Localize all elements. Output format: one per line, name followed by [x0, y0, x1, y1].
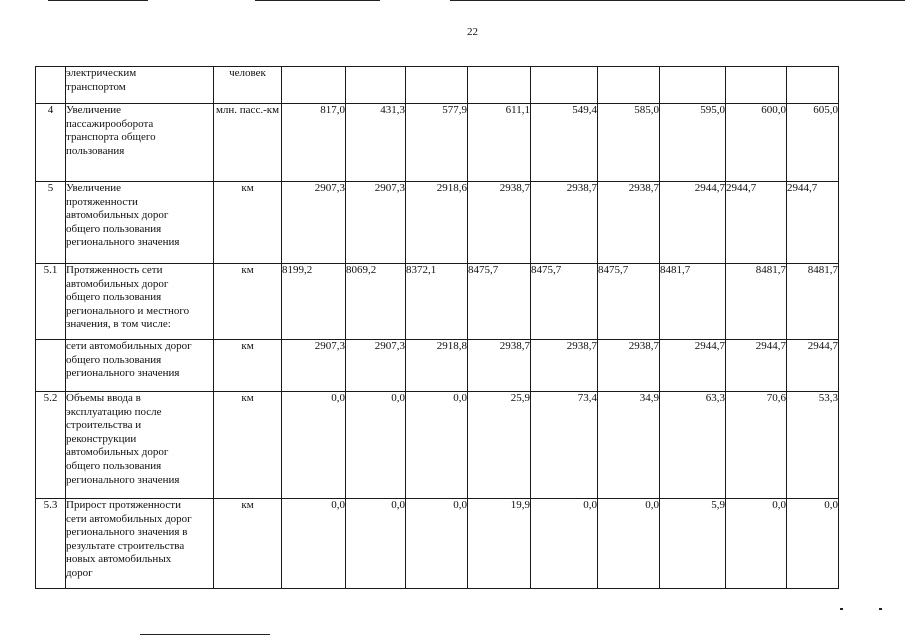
value-cell: 8481,7 [787, 264, 839, 340]
value-cell: 0,0 [726, 499, 787, 589]
indicator-name [66, 499, 214, 589]
indicator-name-line: эксплуатацию после [66, 405, 162, 418]
page-number: 22 [467, 26, 478, 38]
unit-of-measure: км [214, 340, 282, 392]
indicator-name-line: регионального и местного [66, 304, 190, 317]
value-cell [726, 67, 787, 104]
indicator-name-line: протяженности [66, 195, 138, 208]
value-cell: 2907,3 [282, 340, 346, 392]
table-row [36, 340, 839, 392]
value-cell: 0,0 [787, 499, 839, 589]
value-cell: 2938,7 [468, 182, 531, 264]
unit-of-measure: км [214, 264, 282, 340]
indicator-name-line: пользования [66, 144, 125, 157]
scan-line [255, 0, 380, 1]
indicator-name [66, 340, 214, 392]
value-cell: 8475,7 [531, 264, 598, 340]
value-cell: 2907,3 [346, 340, 406, 392]
value-cell: 8475,7 [468, 264, 531, 340]
indicator-name-line: новых автомобильных [66, 553, 172, 566]
value-cell: 0,0 [282, 499, 346, 589]
value-cell [282, 67, 346, 104]
indicator-name-line: регионального значения [66, 236, 180, 249]
table-row [36, 182, 839, 264]
value-cell: 2907,3 [282, 182, 346, 264]
indicator-name-line: значения, в том числе: [66, 318, 171, 331]
value-cell: 577,9 [406, 104, 468, 182]
value-cell [406, 67, 468, 104]
value-cell: 2938,7 [468, 340, 531, 392]
table-row [36, 104, 839, 182]
unit-of-measure: км [214, 392, 282, 499]
indicator-name-line: сети автомобильных дорог [66, 512, 192, 525]
indicator-name-line: Увеличение [66, 182, 122, 194]
indicator-name-line: транспорта общего [66, 131, 156, 144]
value-cell [468, 67, 531, 104]
value-cell: 53,3 [787, 392, 839, 499]
value-cell: 817,0 [282, 104, 346, 182]
value-cell: 549,4 [531, 104, 598, 182]
indicator-name-line: сети автомобильных дорог [66, 340, 192, 352]
value-cell: 2918,6 [406, 182, 468, 264]
indicator-name-line: регионального значения [66, 367, 180, 380]
indicator-name [66, 264, 214, 340]
indicator-name-line: регионального значения в [66, 526, 188, 539]
indicator-name-line: дорог [66, 566, 93, 579]
row-number: 5.1 [36, 264, 66, 340]
indicator-name [66, 182, 214, 264]
row-number: 5 [36, 182, 66, 264]
value-cell: 8475,7 [598, 264, 660, 340]
value-cell: 8199,2 [282, 264, 346, 340]
value-cell: 611,1 [468, 104, 531, 182]
value-cell: 2944,7 [660, 340, 726, 392]
indicator-name-line: общего пользования [66, 291, 162, 304]
indicator-name-line: общего пользования [66, 353, 162, 366]
value-cell: 2918,8 [406, 340, 468, 392]
indicators-table [35, 66, 839, 589]
indicator-name-line: результате строительства [66, 539, 185, 552]
value-cell: 2938,7 [531, 340, 598, 392]
indicator-name-line: транспортом [66, 80, 126, 93]
value-cell: 8481,7 [726, 264, 787, 340]
row-number [36, 340, 66, 392]
indicator-name-line: пассажирооборота [66, 117, 154, 130]
value-cell: 431,3 [346, 104, 406, 182]
value-cell: 2944,7 [660, 182, 726, 264]
value-cell: 0,0 [598, 499, 660, 589]
row-number: 4 [36, 104, 66, 182]
row-number [36, 67, 66, 104]
indicator-name-line: Объемы ввода в [66, 392, 141, 404]
indicator-name-line: автомобильных дорог [66, 277, 169, 290]
indicator-name-line: строительства и [66, 419, 142, 432]
indicator-name-line: Прирост протяженности [66, 499, 181, 511]
unit-of-measure: км [214, 499, 282, 589]
value-cell [787, 67, 839, 104]
value-cell: 8372,1 [406, 264, 468, 340]
value-cell: 70,6 [726, 392, 787, 499]
value-cell: 605,0 [787, 104, 839, 182]
unit-of-measure: человек [214, 67, 282, 104]
value-cell: 0,0 [406, 499, 468, 589]
row-number: 5.2 [36, 392, 66, 499]
value-cell: 63,3 [660, 392, 726, 499]
indicator-name-line: реконструкции [66, 432, 137, 445]
value-cell: 73,4 [531, 392, 598, 499]
table-row [36, 392, 839, 499]
value-cell: 34,9 [598, 392, 660, 499]
indicator-name-line: Увеличение [66, 104, 122, 116]
value-cell [346, 67, 406, 104]
value-cell: 0,0 [346, 499, 406, 589]
scan-line [450, 0, 905, 1]
value-cell: 2907,3 [346, 182, 406, 264]
value-cell: 25,9 [468, 392, 531, 499]
unit-of-measure: млн. пасс.-км [214, 104, 282, 182]
value-cell: 19,9 [468, 499, 531, 589]
scan-speck [840, 608, 843, 610]
value-cell [531, 67, 598, 104]
value-cell: 0,0 [531, 499, 598, 589]
value-cell: 8069,2 [346, 264, 406, 340]
scan-line [140, 634, 270, 635]
value-cell: 2944,7 [726, 340, 787, 392]
indicator-name-line: регионального значения [66, 473, 180, 486]
indicator-name [66, 392, 214, 499]
scan-line [48, 0, 148, 1]
value-cell: 8481,7 [660, 264, 726, 340]
value-cell: 2938,7 [531, 182, 598, 264]
value-cell [598, 67, 660, 104]
value-cell: 2938,7 [598, 182, 660, 264]
table-row [36, 67, 839, 104]
indicator-name-line: общего пользования [66, 222, 162, 235]
table-row [36, 264, 839, 340]
value-cell: 2944,7 [787, 340, 839, 392]
indicator-name [66, 104, 214, 182]
value-cell: 595,0 [660, 104, 726, 182]
value-cell: 2938,7 [598, 340, 660, 392]
indicator-name-line: автомобильных дорог [66, 209, 169, 222]
value-cell: 600,0 [726, 104, 787, 182]
row-number: 5.3 [36, 499, 66, 589]
indicator-name-line: автомобильных дорог [66, 446, 169, 459]
value-cell: 0,0 [282, 392, 346, 499]
value-cell: 5,9 [660, 499, 726, 589]
indicator-name-line: общего пользования [66, 459, 162, 472]
value-cell: 2944,7 [787, 182, 839, 264]
value-cell: 0,0 [406, 392, 468, 499]
table-row [36, 499, 839, 589]
value-cell: 0,0 [346, 392, 406, 499]
value-cell: 585,0 [598, 104, 660, 182]
scan-speck [879, 608, 882, 610]
value-cell: 2944,7 [726, 182, 787, 264]
unit-of-measure: км [214, 182, 282, 264]
value-cell [660, 67, 726, 104]
indicator-name-line: Протяженность сети [66, 264, 163, 276]
indicator-name [66, 67, 214, 104]
indicator-name-line: электрическим [66, 67, 137, 79]
